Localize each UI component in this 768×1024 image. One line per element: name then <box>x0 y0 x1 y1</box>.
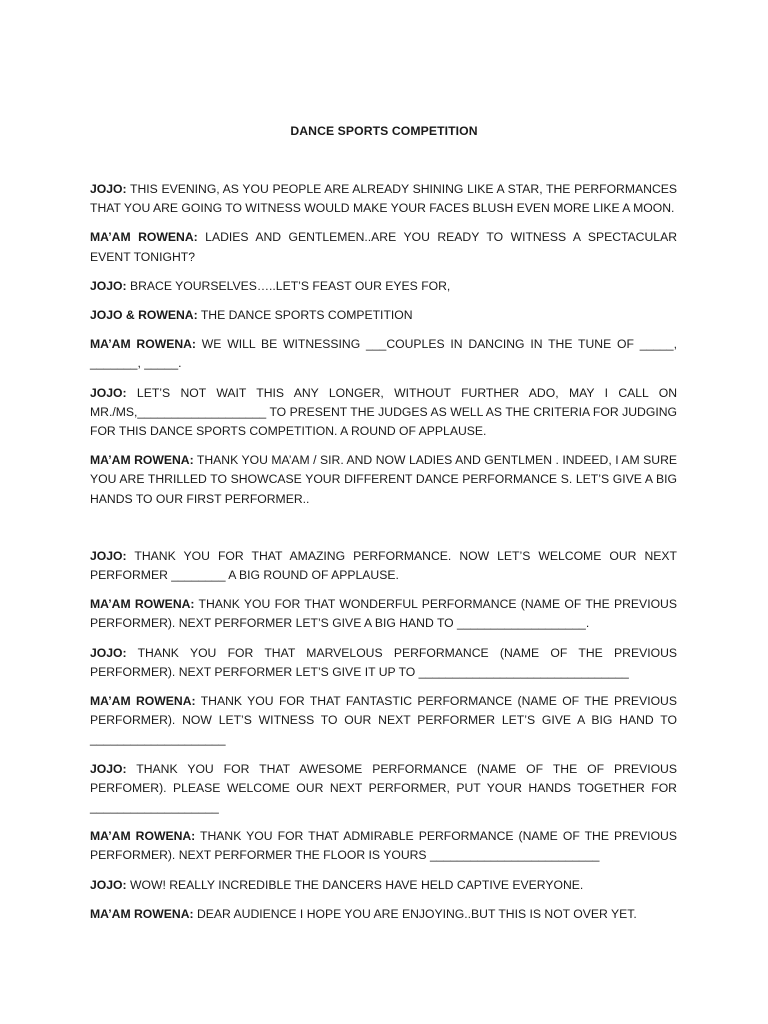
script-paragraph <box>90 644 677 682</box>
script-paragraph <box>90 451 677 509</box>
dialogue-text: LADIES AND GENTLEMEN..ARE YOU READY TO WITNESS A SPECTACULAR EVENT TONIGHT? <box>90 230 677 264</box>
dialogue-text: THANK YOU FOR THAT MARVELOUS PERFORMANCE (NAME OF THE PREVIOUS PERFORMER). NEXT PERFORMER LET’S GIVE IT UP TO _______________________________ <box>90 645 677 679</box>
speaker-name: MA’AM ROWENA: <box>90 337 196 352</box>
dialogue-text: WOW! REALLY INCREDIBLE THE DANCERS HAVE HELD CAPTIVE EVERYONE. <box>126 877 584 892</box>
dialogue-text: WE WILL BE WITNESSING ___COUPLES IN DANCING IN THE TUNE OF _____, _______, _____. <box>90 337 677 371</box>
script-paragraph <box>90 306 677 325</box>
speaker-name: MA’AM ROWENA: <box>90 597 195 612</box>
script-paragraph <box>90 876 677 895</box>
dialogue-text: LET’S NOT WAIT THIS ANY LONGER, WITHOUT FURTHER ADO, MAY I CALL ON MR./MS,___________________ TO PRESENT THE JUDGES AS WELL AS THE CRITERIA FOR JUDGING FOR THIS DANCE SPORTS COMPETITION. A ROUND OF APPLAUSE. <box>90 385 677 439</box>
script-paragraph <box>90 905 677 924</box>
speaker-name: JOJO: <box>90 645 127 660</box>
dialogue-text: THANK YOU MA’AM / SIR. AND NOW LADIES AND GENTLMEN . INDEED, I AM SURE YOU ARE THRILLED TO SHOWCASE YOUR DIFFERENT DANCE PERFORMANCE S. LET’S GIVE A BIG HANDS TO OUR FIRST PERFORMER.. <box>90 453 677 506</box>
script-paragraph <box>90 335 677 373</box>
dialogue-text: THANK YOU FOR THAT AWESOME PERFORMANCE (NAME OF THE OF PREVIOUS PERFOMER). PLEASE WELCOME OUR NEXT PERFORMER, PUT YOUR HANDS TOGETHER FOR ___________________ <box>90 761 677 815</box>
script-paragraph <box>90 692 677 750</box>
speaker-name: MA’AM ROWENA: <box>90 829 196 844</box>
dialogue-text: THANK YOU FOR THAT FANTASTIC PERFORMANCE (NAME OF THE PREVIOUS PERFORMER). NOW LET’S WITNESS TO OUR NEXT PERFORMER LET’S GIVE A BIG HAND TO ____________________ <box>90 694 677 747</box>
speaker-name: MA’AM ROWENA: <box>90 230 198 245</box>
speaker-name: JOJO & ROWENA: <box>90 308 198 323</box>
dialogue-text: BRACE YOURSELVES…..LET’S FEAST OUR EYES FOR, <box>126 278 451 293</box>
script-body <box>90 180 677 934</box>
speaker-name: JOJO: <box>90 761 127 776</box>
dialogue-text: THIS EVENING, AS YOU PEOPLE ARE ALREADY SHINING LIKE A STAR, THE PERFORMANCES THAT YOU ARE GOING TO WITNESS WOULD MAKE YOUR FACES BLUSH EVEN MORE LIKE A MOON. <box>90 182 677 216</box>
script-paragraph <box>90 228 677 266</box>
speaker-name: JOJO: <box>90 278 127 293</box>
document-title: DANCE SPORTS COMPETITION <box>290 124 478 138</box>
dialogue-text: THANK YOU FOR THAT AMAZING PERFORMANCE. NOW LET’S WELCOME OUR NEXT PERFORMER ________ A BIG ROUND OF APPLAUSE. <box>90 548 677 583</box>
script-paragraph <box>90 595 677 633</box>
dialogue-text: THE DANCE SPORTS COMPETITION <box>197 308 413 323</box>
dialogue-text: THANK YOU FOR THAT ADMIRABLE PERFORMANCE (NAME OF THE PREVIOUS PERFORMER). NEXT PERFORMER THE FLOOR IS YOURS _________________________ <box>90 829 677 863</box>
speaker-name: JOJO: <box>90 877 127 892</box>
dialogue-text: DEAR AUDIENCE I HOPE YOU ARE ENJOYING..BUT THIS IS NOT OVER YET. <box>193 906 637 921</box>
speaker-name: JOJO: <box>90 548 127 563</box>
speaker-name: MA’AM ROWENA: <box>90 694 196 709</box>
script-paragraph <box>90 760 677 818</box>
speaker-name: MA’AM ROWENA: <box>90 453 194 468</box>
speaker-name: MA’AM ROWENA: <box>90 906 194 921</box>
speaker-name: JOJO: <box>90 385 127 400</box>
script-paragraph <box>90 180 677 218</box>
dialogue-text: THANK YOU FOR THAT WONDERFUL PERFORMANCE (NAME OF THE PREVIOUS PERFORMER). NEXT PERFORMER LET’S GIVE A BIG HAND TO ___________________. <box>90 597 677 631</box>
script-paragraph <box>90 277 677 296</box>
script-paragraph <box>90 547 677 585</box>
script-paragraph <box>90 384 677 442</box>
speaker-name: JOJO: <box>90 182 127 196</box>
script-paragraph <box>90 827 677 865</box>
